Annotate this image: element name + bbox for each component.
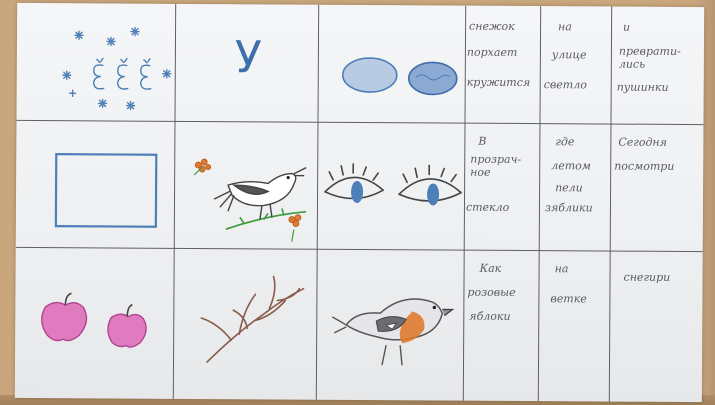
word-posmotri: посмотри xyxy=(614,159,675,173)
cell-rectangle xyxy=(16,120,175,248)
worksheet-paper xyxy=(15,3,704,402)
word-steklo: стекло xyxy=(465,200,510,214)
word-porkhaet: порхает xyxy=(466,45,518,59)
cell-bullfinch xyxy=(316,249,464,401)
word-svetlo: светло xyxy=(543,78,587,92)
cell-bird-on-branch xyxy=(174,121,318,249)
singing-bird-drawing xyxy=(174,121,318,249)
word-na: на xyxy=(558,20,572,34)
word-kak: Как xyxy=(479,261,502,275)
cell-word-col1-row2 xyxy=(464,123,540,250)
word-snegiri: снегири xyxy=(623,270,671,284)
cell-word-col2-row1 xyxy=(539,6,611,123)
word-segodnya: Сегодня xyxy=(618,135,668,149)
apples-drawing xyxy=(15,247,174,399)
word-vetke: ветке xyxy=(550,292,587,306)
ovals-drawing xyxy=(317,5,465,123)
word-ulitse: улице xyxy=(551,48,587,62)
word-zyabliki: зяблики xyxy=(544,201,593,215)
word-v: В xyxy=(478,134,487,148)
eyes-drawing xyxy=(317,122,465,250)
cell-snowflakes-letters xyxy=(16,3,175,121)
cell-word-col2-row2 xyxy=(539,123,611,250)
cell-apples xyxy=(15,247,174,399)
word-rozovye: розовые xyxy=(467,285,516,299)
cell-word-col1-row1 xyxy=(464,6,540,123)
cell-word-col1-row3 xyxy=(463,250,539,401)
cell-two-ovals xyxy=(317,5,465,123)
word-na-2: на xyxy=(554,262,569,276)
letter-u-drawing: У xyxy=(234,32,262,84)
word-pushinki: пушинки xyxy=(616,80,669,94)
branch-drawing xyxy=(173,248,317,400)
cell-word-col3-row1 xyxy=(610,7,704,125)
bullfinch-drawing xyxy=(316,249,464,401)
word-snezhok: снежок xyxy=(469,19,515,33)
word-peli: пели xyxy=(555,181,583,195)
word-letom: летом xyxy=(551,159,591,173)
cell-word-col3-row2 xyxy=(610,124,704,252)
glass-rectangle-drawing xyxy=(16,120,175,248)
word-i: и xyxy=(623,20,631,34)
word-prozrachnoe: прозрач-ное xyxy=(470,152,522,179)
word-gde: где xyxy=(555,135,575,149)
cell-branch xyxy=(173,248,317,400)
word-yabloki: яблоки xyxy=(469,309,511,323)
cell-word-col2-row3 xyxy=(538,250,610,401)
word-prevratilis: преврати-лись xyxy=(618,44,681,71)
cell-eyes xyxy=(317,122,465,250)
snowflakes-drawing xyxy=(16,3,175,121)
cell-word-col3-row3 xyxy=(609,251,703,403)
word-kruzhitsya: кружится xyxy=(466,75,531,90)
cell-letter xyxy=(174,4,318,122)
